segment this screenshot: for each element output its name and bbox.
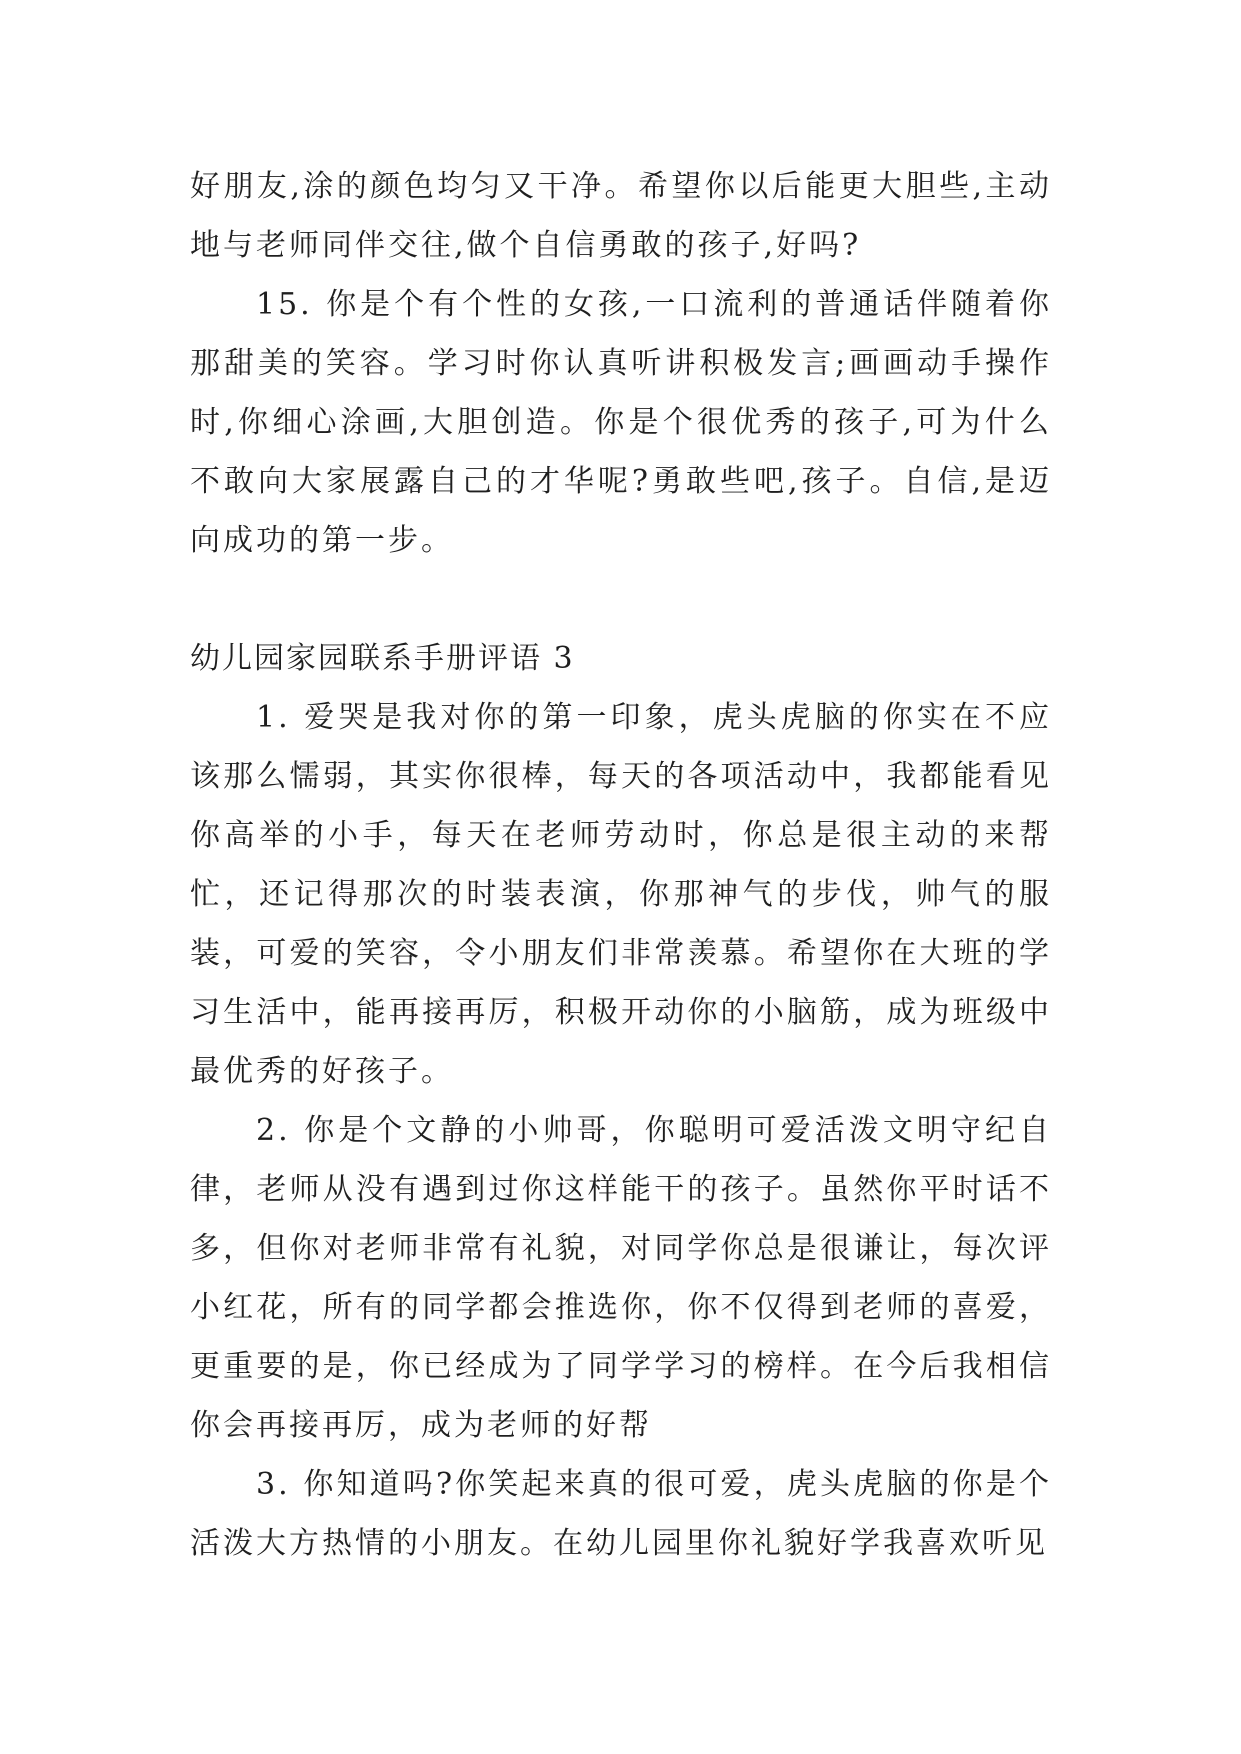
paragraph-continued: 好朋友,涂的颜色均匀又干净。希望你以后能更大胆些,主动地与老师同伴交往,做个自信勇敢的孩子,好吗? <box>190 169 1052 263</box>
section-heading: 幼儿园家园联系手册评语 3 <box>190 641 575 676</box>
paragraph-item-3: 3. 你知道吗?你笑起来真的很可爱，虎头虎脑的你是个活泼大方热情的小朋友。在幼儿园里你礼貌好学我喜欢听见 <box>190 1467 1052 1561</box>
document-body <box>190 157 1052 1573</box>
paragraph-item-1: 1. 爱哭是我对你的第一印象，虎头虎脑的你实在不应该那么懦弱，其实你很棒，每天的各项活动中，我都能看见你高举的小手，每天在老师劳动时，你总是很主动的来帮忙，还记得那次的时装表演，你那神气的步伐，帅气的服装，可爱的笑容，令小朋友们非常羡慕。希望你在大班的学习生活中，能再接再厉，积极开动你的小脑筋，成为班级中最优秀的好孩子。 <box>190 700 1052 1089</box>
paragraph-item-15: 15. 你是个有个性的女孩,一口流利的普通话伴随着你那甜美的笑容。学习时你认真听讲积极发言;画画动手操作时,你细心涂画,大胆创造。你是个很优秀的孩子,可为什么不敢向大家展露自己的才华呢?勇敢些吧,孩子。自信,是迈向成功的第一步。 <box>190 287 1052 558</box>
paragraph-item-2: 2. 你是个文静的小帅哥，你聪明可爱活泼文明守纪自律，老师从没有遇到过你这样能干的孩子。虽然你平时话不多，但你对老师非常有礼貌，对同学你总是很谦让，每次评小红花，所有的同学都会推选你，你不仅得到老师的喜爱，更重要的是，你已经成为了同学学习的榜样。在今后我相信你会再接再厉，成为老师的好帮 <box>190 1113 1052 1443</box>
